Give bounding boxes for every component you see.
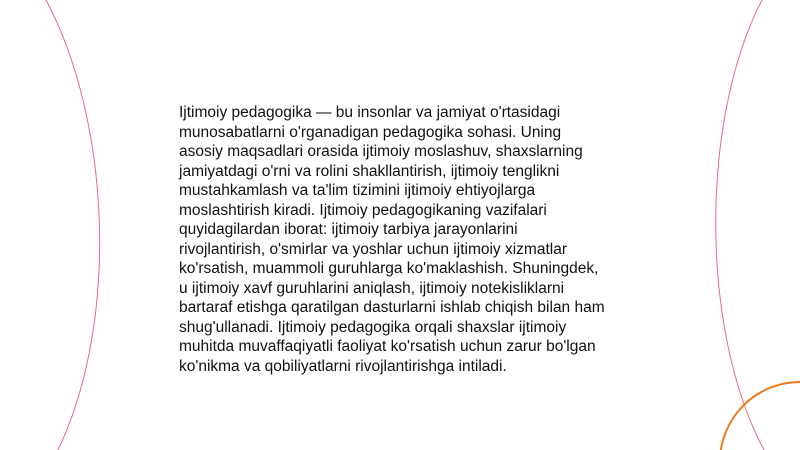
corner-ring <box>720 382 800 450</box>
slide-body-text: Ijtimoiy pedagogika — bu insonlar va jamiyat o'rtasidagi munosabatlarni o'rganadigan pedagogika sohasi. Uning asosiy maqsadlari orasida ijtimoiy moslashuv, shaxslarning jamiyatdagi o'rni va rolini shakllantirish, ijtimoiy tenglikni mustahkamlash va ta'lim tizimini ijtimoiy ehtiyojlarga moslashtirish kiradi. Ijtimoiy pedagogikaning vazifalari quyidagilardan iborat: ijtimoiy tarbiya jarayonlarini rivojlantirish, o'smirlar va yoshlar uchun ijtimoiy xizmatlar ko'rsatish, muammoli guruhlarga ko'maklashish. Shuningdek, u ijtimoiy xavf guruhlarini aniqlash, ijtimoiy notekisliklarni bartaraf etishga qaratilgan dasturlarni ishlab chiqish bilan ham shug'ullanadi. Ijtimoiy pedagogika orqali shaxslar ijtimoiy muhitda muvaffaqiyatli faoliyat ko'rsatish uchun zarur bo'lgan ko'nikma va qobiliyatlarni rivojlantirishga intiladi. <box>179 104 605 375</box>
left-arc <box>46 0 100 450</box>
right-arc <box>716 0 764 450</box>
